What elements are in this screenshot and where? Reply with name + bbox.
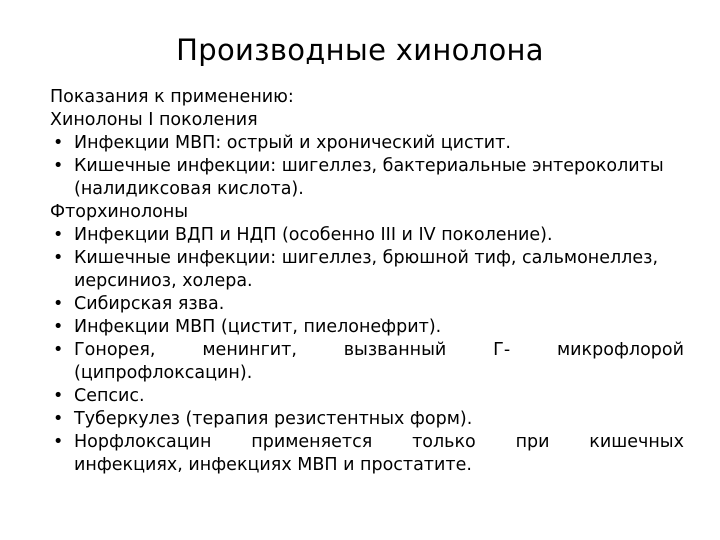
bullet-icon: • [53, 294, 64, 314]
slide-title: Производные хинолона [176, 33, 544, 67]
list-item-text: Инфекции ВДП и НДП (особенно III и IV поколение). [74, 225, 553, 245]
list-item [50, 339, 684, 362]
list-item-text: Сепсис. [74, 386, 145, 406]
list-item-text: Гонорея, менингит, вызванный Г- микрофлорой [74, 340, 684, 360]
list-item-continuation: (ципрофлоксацин). [74, 363, 253, 383]
bullet-icon: • [53, 225, 64, 245]
bullet-icon: • [53, 340, 64, 360]
bullet-icon: • [53, 317, 64, 337]
list-item [50, 385, 684, 408]
indications-heading: Показания к применению: [50, 87, 294, 107]
bullet-icon: • [53, 248, 64, 268]
slide-body [50, 86, 684, 477]
bullet-icon: • [53, 386, 64, 406]
list-item-continuation: (налидиксовая кислота). [74, 179, 304, 199]
list-item-text: Норфлоксацин применяется только при кишечных [74, 432, 684, 452]
fluoroquinolones-heading: Фторхинолоны [50, 202, 189, 222]
list-item [50, 247, 684, 270]
list-item-continuation: инфекциях, инфекциях МВП и простатите. [74, 455, 472, 475]
list-item-text: Сибирская язва. [74, 294, 225, 314]
list-item-continuation: иерсиниоз, холера. [74, 271, 253, 291]
list-item-text: Кишечные инфекции: шигеллез, брюшной тиф, сальмонеллез, [74, 248, 659, 268]
list-item [50, 155, 684, 178]
bullet-icon: • [53, 409, 64, 429]
gen1-heading: Хинолоны I поколения [50, 110, 258, 130]
bullet-icon: • [53, 133, 64, 153]
bullet-icon: • [53, 432, 64, 452]
list-item [50, 431, 684, 454]
list-item [50, 132, 684, 155]
list-item [50, 408, 684, 431]
list-item [50, 316, 684, 339]
list-item-text: Инфекции МВП (цистит, пиелонефрит). [74, 317, 442, 337]
list-item [50, 224, 684, 247]
list-item-text: Инфекции МВП: острый и хронический цистит. [74, 133, 511, 153]
bullet-icon: • [53, 156, 64, 176]
list-item-text: Кишечные инфекции: шигеллез, бактериальные энтероколиты [74, 156, 664, 176]
list-item [50, 293, 684, 316]
list-item-text: Туберкулез (терапия резистентных форм). [74, 409, 473, 429]
